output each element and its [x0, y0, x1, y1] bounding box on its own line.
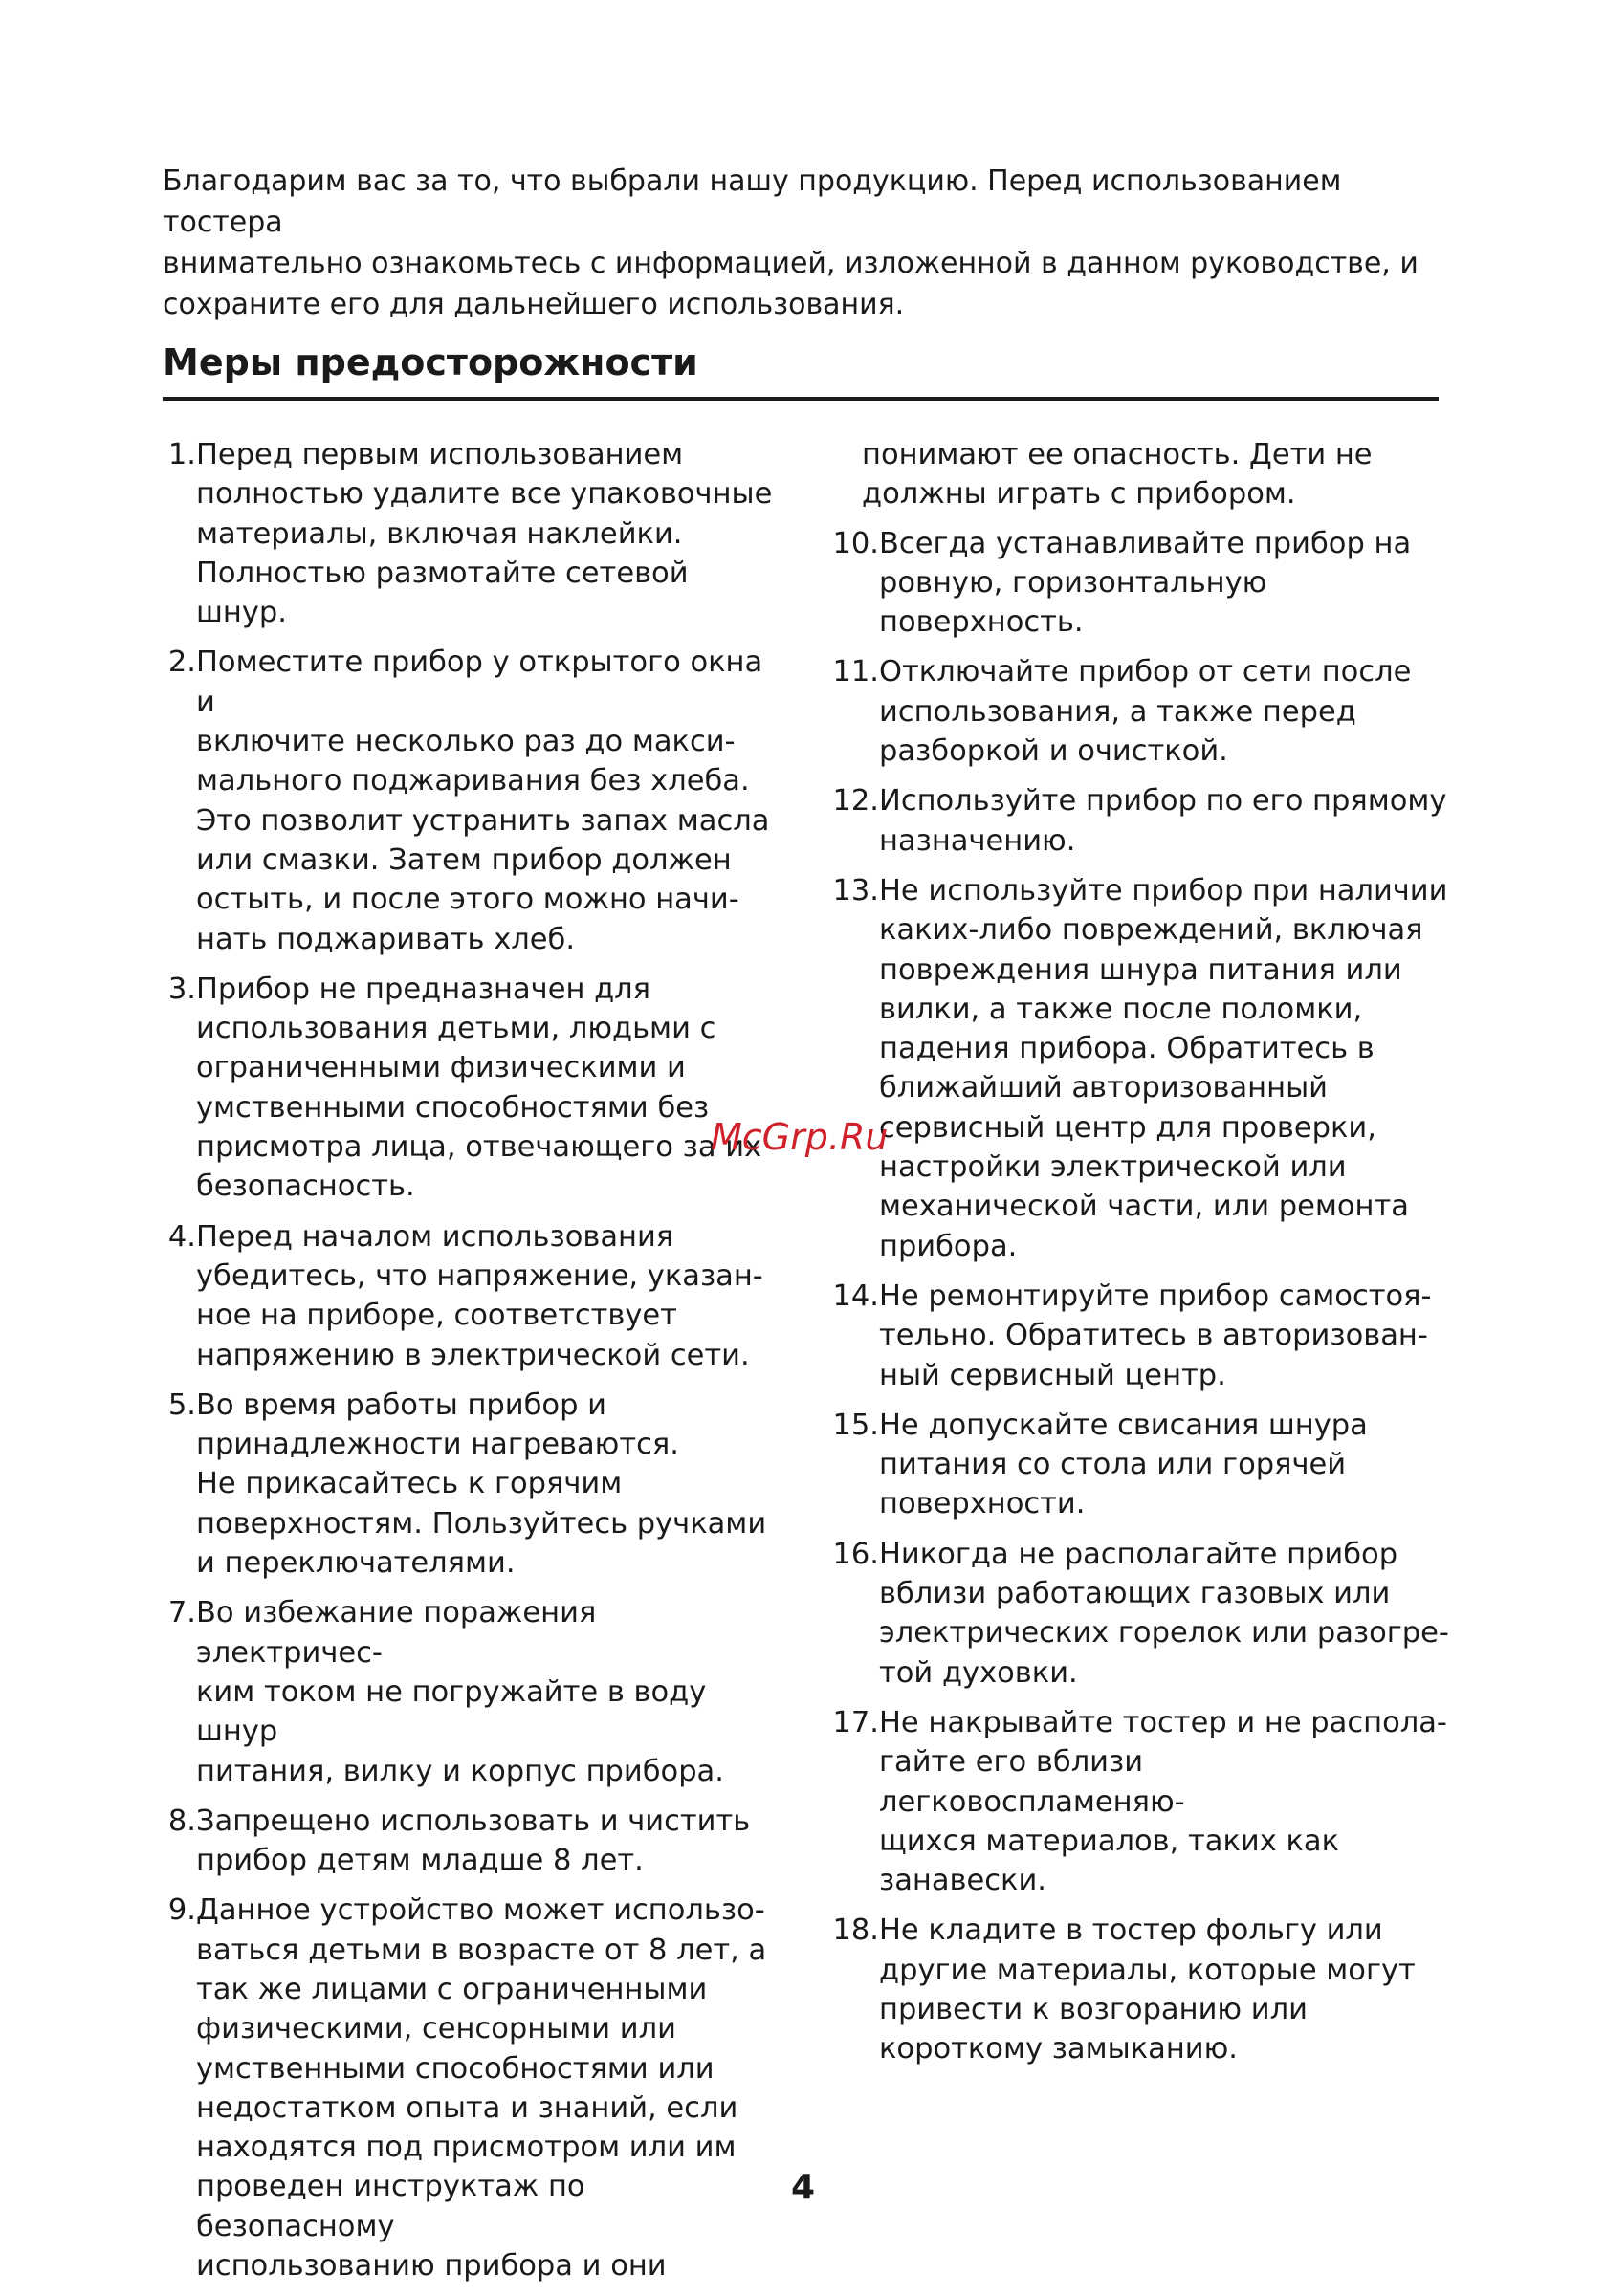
- item-number: 12.: [832, 784, 879, 819]
- item-text: Во время работы прибор и принадлежности нагреваются. Не прикасайтесь к горячим поверхностям. Пользуйтесь ручками и переключателями.: [196, 1388, 767, 1581]
- watermark: McGrp.Ru: [711, 1116, 889, 1158]
- item-text: Перед началом использования убедитесь, что напряжение, указан- ное на приборе, соответствует напряжению в электрической сети.: [196, 1219, 763, 1372]
- item-number: 15.: [832, 1408, 879, 1442]
- item-number: 1.: [167, 438, 196, 471]
- list-item: [163, 1891, 775, 2285]
- list-item: [828, 524, 1450, 643]
- item-number: 16.: [832, 1537, 879, 1571]
- item-number: 2.: [167, 645, 196, 680]
- item-text: Отключайте прибор от сети после использования, а также перед разборкой и очисткой.: [879, 655, 1412, 769]
- item-number: 17.: [832, 1705, 879, 1739]
- item-number: 3.: [167, 972, 196, 1006]
- list-item: [163, 1386, 775, 1583]
- heading-underline: [163, 397, 1439, 401]
- item-text: Перед первым использованием полностью удалите все упаковочные материалы, включая наклейки. Полностью размотайте сетевой шнур.: [196, 438, 773, 630]
- item-number: 18.: [832, 1913, 879, 1948]
- item-number: 14.: [832, 1279, 879, 1313]
- list-item: [163, 435, 775, 632]
- item-9-continuation: понимают ее опасность. Дети не должны играть с прибором.: [862, 438, 1373, 512]
- item-text: Всегда устанавливайте прибор на ровную, горизонтальную поверхность.: [879, 526, 1412, 640]
- item-text: Поместите прибор у открытого окна и включите несколько раз до макси- мального поджаривания без хлеба. Это позволит устранить запах масла или смазки. Затем прибор должен остыть, и после этого можно начи- нать поджаривать хлеб.: [196, 645, 770, 956]
- item-number: 4.: [167, 1219, 196, 1254]
- list-item: [163, 1593, 775, 1790]
- list-item: [828, 781, 1450, 861]
- list-item: [163, 1802, 775, 1881]
- list-item: [828, 652, 1450, 771]
- item-number: 7.: [167, 1596, 196, 1630]
- item-number: 11.: [832, 655, 879, 689]
- item-text: Данное устройство может использо- ваться детьми в возрасте от 8 лет, а так же лицами с ограниченными физическими, сенсорными или умственными способностями или недостатком опыта и знаний, если находятся под присмотром или им проведен инструктаж по безопасному использованию прибора и они: [196, 1893, 767, 2284]
- list-item: [828, 1406, 1450, 1524]
- section-heading: Меры предосторожности: [163, 341, 698, 383]
- item-text: Не кладите в тостер фольгу или другие материалы, которые могут привести к возгоранию или короткому замыканию.: [879, 1913, 1416, 2066]
- intro-paragraph: Благодарим вас за то, что выбрали нашу продукцию. Перед использованием тостера внимательно ознакомьтесь с информацией, изложенной в данном руководстве, и сохраните его для дальнейшего использования.: [163, 164, 1419, 321]
- precautions-list-right: [828, 435, 1450, 2080]
- item-text: Во избежание поражения электричес- ким током не погружайте в воду шнур питания, вилку и корпус прибора.: [196, 1596, 724, 1788]
- item-text: Не используйте прибор при наличии каких-либо повреждений, включая повреждения шнура питания или вилки, а также после поломки, падения прибора. Обратитесь в ближайший авторизованный сервисный центр для проверки, настройки электрической или механической части, или ремонта прибора.: [879, 873, 1448, 1263]
- item-text: Запрещено использовать и чистить прибор детям младше 8 лет.: [196, 1804, 751, 1878]
- item-text: Не накрывайте тостер и не распола- гайте его вблизи легковоспламеняю- щихся материалов, таких как занавески.: [879, 1705, 1447, 1898]
- item-text: Никогда не располагайте прибор вблизи работающих газовых или электрических горелок или разогре- той духовки.: [879, 1537, 1449, 1690]
- page-number: 4: [790, 2168, 816, 2207]
- item-number: 13.: [832, 873, 879, 907]
- list-item: [163, 970, 775, 1207]
- item-number: 5.: [167, 1388, 196, 1422]
- list-item: [828, 1703, 1450, 1900]
- list-item: [828, 1911, 1450, 2068]
- list-item: [163, 643, 775, 958]
- item-number: 10.: [832, 526, 879, 560]
- list-item: [828, 871, 1450, 1266]
- list-item: [163, 1217, 775, 1375]
- list-item: [828, 1535, 1450, 1693]
- precautions-list-left: [163, 435, 775, 2296]
- item-text: Прибор не предназначен для использования детьми, людьми с ограниченными физическими и умственными способностями без присмотра лица, отвечающего за их безопасность.: [196, 972, 762, 1204]
- item-text: Не допускайте свисания шнура питания со стола или горячей поверхности.: [879, 1408, 1368, 1521]
- item-text: Используйте прибор по его прямому назначению.: [879, 784, 1447, 858]
- list-item: [828, 1277, 1450, 1395]
- item-text: Не ремонтируйте прибор самостоя- тельно. Обратитесь в авторизован- ный сервисный центр.: [879, 1279, 1432, 1392]
- item-number: 8.: [167, 1804, 196, 1838]
- item-number: 9.: [167, 1893, 196, 1928]
